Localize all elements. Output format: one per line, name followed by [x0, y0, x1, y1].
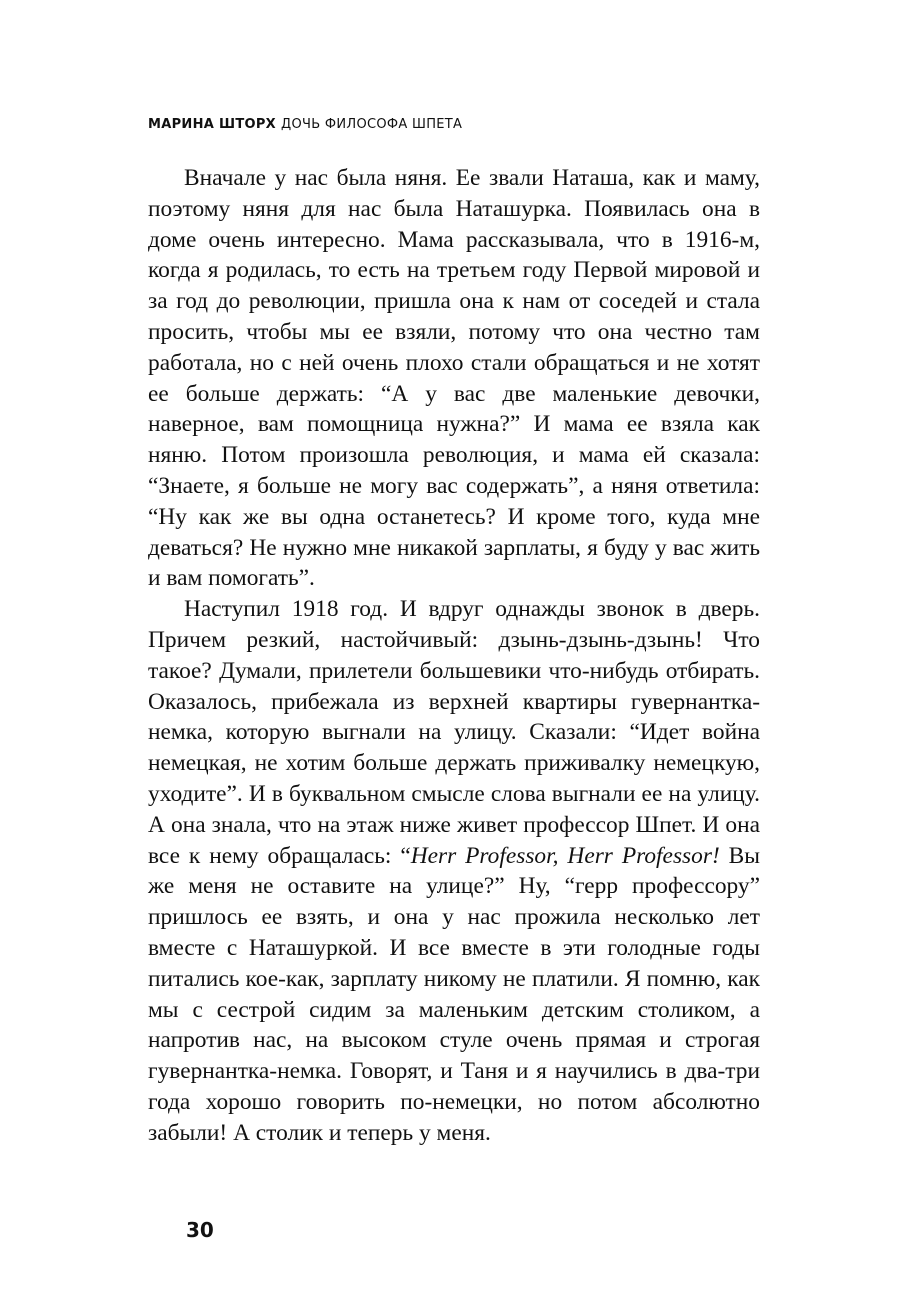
body-text — [148, 163, 760, 1149]
paragraph-governess-part-2: Вы же меня не оставите на улице?” Ну, “герр профессору” пришлось ее взять, и она у нас прожила несколько лет вместе с Наташуркой. И все вместе в эти голодные годы питались кое-как, зарплату никому не платили. Я помню, как мы с сестрой сидим за маленьким детским столиком, а напротив нас, на высоком стуле очень прямая и строгая гувернантка-немка. Говорят, и Таня и я научились в два-три года хорошо говорить по-немецки, но потом абсолютно забыли! А столик и теперь у меня. — [148, 842, 760, 1146]
paragraph-governess-italic-quote: Herr Professor, Herr Professor! — [410, 842, 720, 869]
running-head — [148, 117, 462, 132]
page-number: 30 — [186, 1218, 214, 1242]
paragraph-governess-part-1: Наступил 1918 год. И вдруг однажды звонок в дверь. Причем резкий, настойчивый: дзынь-дзынь-дзынь! Что такое? Думали, прилетели большевики что-нибудь отбирать. Оказалось, прибежала из верхней квартиры гувернантка-немка, которую выгнали на улицу. Сказали: “Идет война немецкая, не хотим больше держать приживалку немецкую, уходите”. И в буквальном смысле слова выгнали ее на улицу. А она знала, что на этаж ниже живет профессор Шпет. И она все к нему обращалась: “ — [148, 596, 760, 869]
paragraph-nanny: Вначале у нас была няня. Ее звали Наташа, как и маму, поэтому няня для нас была Наташурка. Появилась она в доме очень интересно. Мама рассказывала, что в 1916-м, когда я родилась, то есть на третьем году Первой мировой и за год до революции, пришла она к нам от соседей и стала просить, чтобы мы ее взяли, потому что она честно там работала, но с ней очень плохо стали обращаться и не хотят ее больше держать: “А у вас две маленькие девочки, наверное, вам помощница нужна?” И мама ее взяла как няню. Потом произошла революция, и мама ей сказала: “Знаете, я больше не могу вас содержать”, а няня ответила: “Ну как же вы одна останетесь? И кроме того, куда мне деваться? Не нужно мне никакой зарплаты, я буду у вас жить и вам помогать”. — [148, 165, 760, 592]
running-head-author: МАРИНА ШТОРХ — [148, 117, 277, 132]
paragraph-governess — [148, 594, 760, 1148]
running-head-book-title: ДОЧЬ ФИЛОСОФА ШПЕТА — [281, 117, 463, 132]
